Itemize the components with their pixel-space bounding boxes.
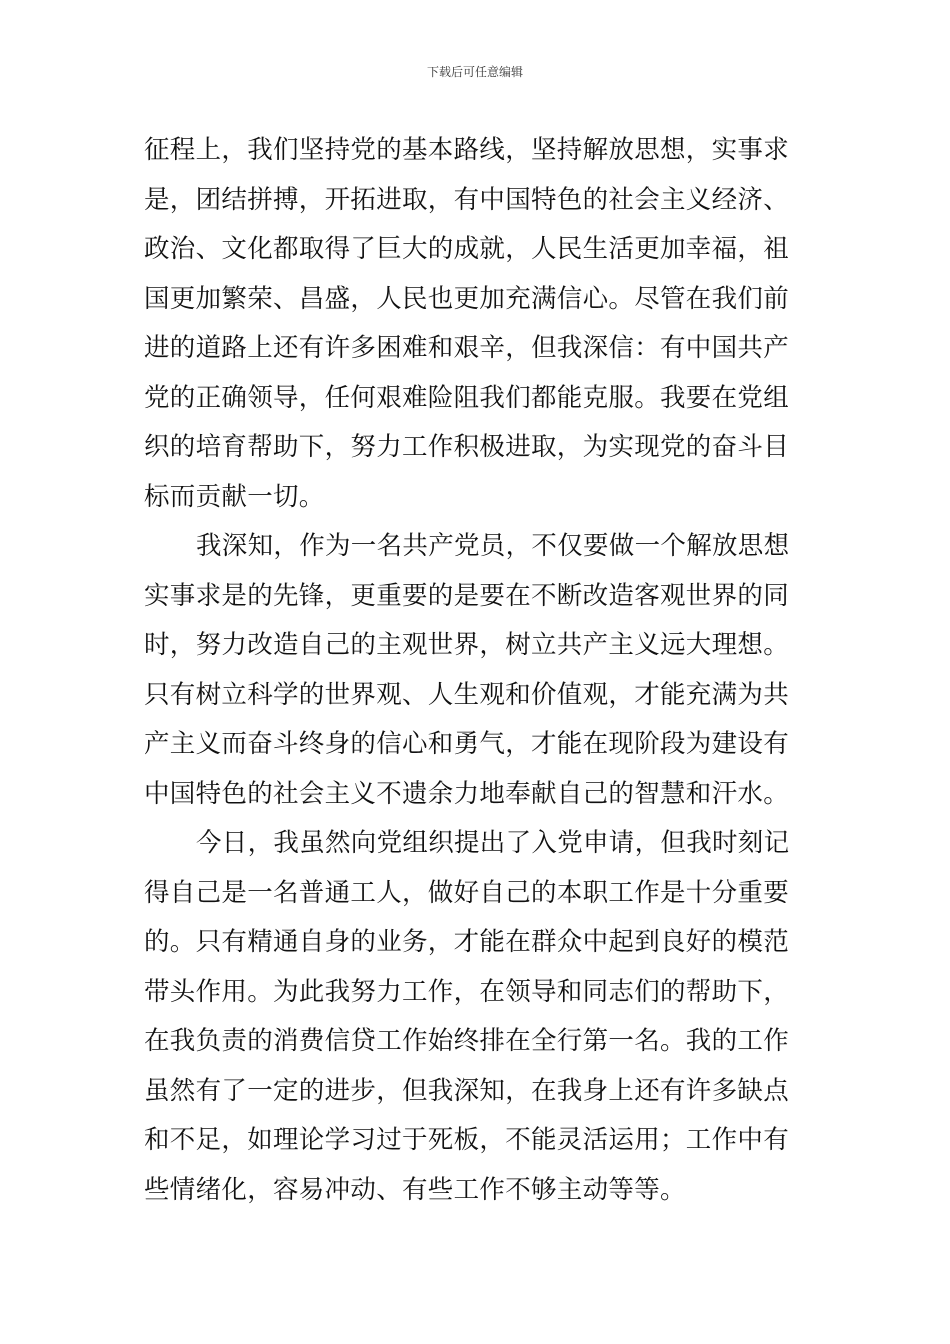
text-line: 今日，我虽然向党组织提出了入党申请，但我时刻记	[196, 828, 790, 858]
text-line: 在我负责的消费信贷工作始终排在全行第一名。我的工作	[144, 1026, 790, 1056]
text-line: 织的培育帮助下，努力工作积极进取，为实现党的奋斗目	[144, 432, 790, 462]
document-body	[144, 126, 808, 1215]
page-header: 下载后可任意编辑	[426, 65, 523, 79]
text-line: 国更加繁荣、昌盛，人民也更加充满信心。尽管在我们前	[144, 283, 790, 314]
text-line: 进的道路上还有许多困难和艰辛，但我深信：有中国共产	[144, 333, 790, 363]
paragraph-worldview	[144, 522, 808, 819]
paragraph-work	[144, 819, 808, 1215]
text-line: 我深知，作为一名共产党员，不仅要做一个解放思想	[196, 531, 790, 561]
text-line: 产主义而奋斗终身的信心和勇气，才能在现阶段为建设有	[144, 729, 790, 759]
text-line: 标而贡献一切。	[144, 481, 325, 512]
text-line: 中国特色的社会主义不遗余力地奉献自己的智慧和汗水。	[144, 778, 790, 809]
text-line: 党的正确领导，任何艰难险阻我们都能克服。我要在党组	[144, 382, 790, 413]
text-line: 的。只有精通自身的业务，才能在群众中起到良好的模范	[144, 927, 790, 957]
text-line: 政治、文化都取得了巨大的成就，人民生活更加幸福，祖	[144, 234, 790, 264]
paragraph-continuation	[144, 126, 808, 522]
text-line: 虽然有了一定的进步，但我深知，在我身上还有许多缺点	[144, 1075, 790, 1106]
text-line: 和不足，如理论学习过于死板，不能灵活运用；工作中有	[144, 1125, 790, 1155]
text-line: 征程上，我们坚持党的基本路线，坚持解放思想，实事求	[144, 135, 790, 165]
text-line: 得自己是一名普通工人，做好自己的本职工作是十分重要	[144, 877, 790, 908]
text-line: 实事求是的先锋，更重要的是要在不断改造客观世界的同	[144, 580, 790, 611]
text-line: 是，团结拼搏，开拓进取，有中国特色的社会主义经济、	[144, 184, 790, 215]
text-line: 只有树立科学的世界观、人生观和价值观，才能充满为共	[144, 679, 790, 710]
text-line: 时，努力改造自己的主观世界，树立共产主义远大理想。	[144, 630, 790, 660]
text-line: 带头作用。为此我努力工作，在领导和同志们的帮助下，	[144, 976, 790, 1007]
text-line: 些情绪化，容易冲动、有些工作不够主动等等。	[144, 1174, 686, 1205]
